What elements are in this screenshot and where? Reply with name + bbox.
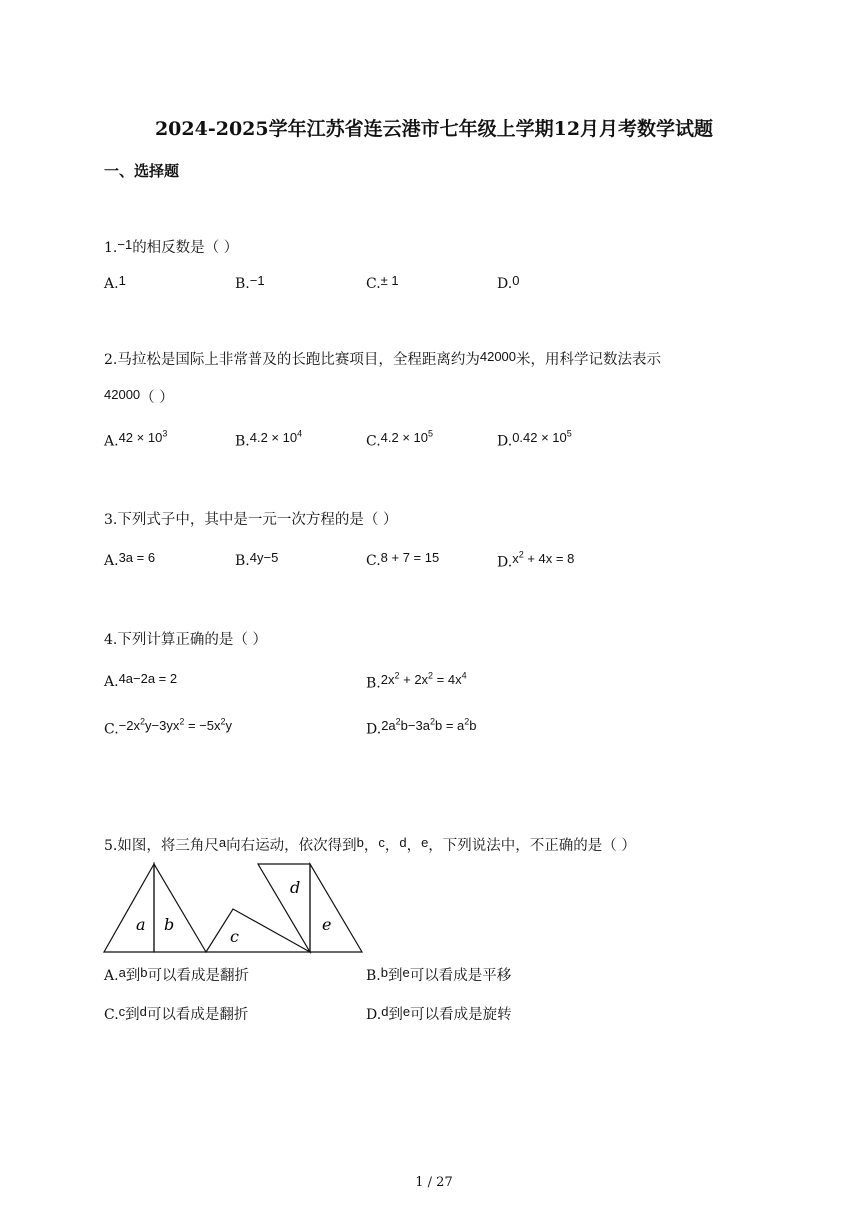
question-2: 2.马拉松是国际上非常普及的长跑比赛项目，全程距离约为42000米，用科学记数法表示 [104, 349, 662, 368]
option-5b: B.b到e可以看成是平移 [366, 965, 512, 984]
option-4c: $C.-2x^2y-3yx^2 = -5x^2y$ [104, 717, 233, 738]
question-1 [104, 236, 238, 257]
option-4d: $D.2a^2b-3a^2b = a^2b$ [366, 717, 477, 738]
question-text: 的相反数是（ ） [132, 240, 239, 256]
option-5a: A.a到b可以看成是翻折 [104, 965, 250, 984]
label-e: e [322, 915, 332, 934]
option-4b: $B.2x^2 + 2x^2 = 4x^4$ [366, 671, 467, 692]
page-number: 1 / 27 [415, 1175, 453, 1190]
option-3a: A.3a = 6 [104, 550, 156, 569]
option-5d: D.d到e可以看成是旋转 [366, 1004, 512, 1023]
triangle-e [310, 864, 362, 952]
option-1b: B.−1 [235, 273, 265, 292]
page-title: 2024-2025学年江苏省连云港市七年级上学期12月月考数学试题 [154, 118, 714, 140]
option-3b: B.4y−5 [235, 550, 279, 569]
option-2a: $A.42 \times 10^3$ [104, 429, 168, 450]
option-1a: A.1 [104, 273, 126, 292]
label-d: d [290, 878, 301, 897]
triangle-figure [100, 858, 370, 958]
option-1c: C.± 1 [366, 273, 399, 292]
label-c: c [230, 927, 239, 946]
option-5c: C.c到d可以看成是翻折 [104, 1004, 249, 1023]
option-3c: C.8 + 7 = 15 [366, 550, 440, 569]
label-a: a [136, 915, 146, 934]
triangle-b [154, 864, 206, 952]
option-2b: $B.4.2 \times 10^4$ [235, 429, 303, 450]
option-2d: $D.0.42 \times 10^5$ [497, 429, 572, 450]
question-3: 3.下列式子中，其中是一元一次方程的是（ ） [104, 512, 398, 528]
question-5: 5.如图，将三角尺a向右运动，依次得到b，c，d，e，下列说法中，不正确的是（ ） [104, 835, 636, 854]
label-b: b [164, 915, 175, 934]
option-2c: $C.4.2 \times 10^5$ [366, 429, 434, 450]
triangle-d [258, 864, 310, 952]
option-3d: $D.x^2 + 4x = 8$ [497, 550, 575, 571]
option-4a: A.4a−2a = 2 [104, 671, 178, 690]
option-1d: D.0 [497, 273, 520, 292]
question-2-line-2: 42000（ ） [104, 387, 174, 406]
question-number: 1. [104, 240, 118, 256]
section-heading: 一、选择题 [104, 162, 180, 180]
math-expr: −1 [117, 237, 133, 252]
triangle-c [206, 909, 310, 952]
question-4: 4.下列计算正确的是（ ） [104, 632, 267, 648]
triangle-a [104, 864, 154, 952]
